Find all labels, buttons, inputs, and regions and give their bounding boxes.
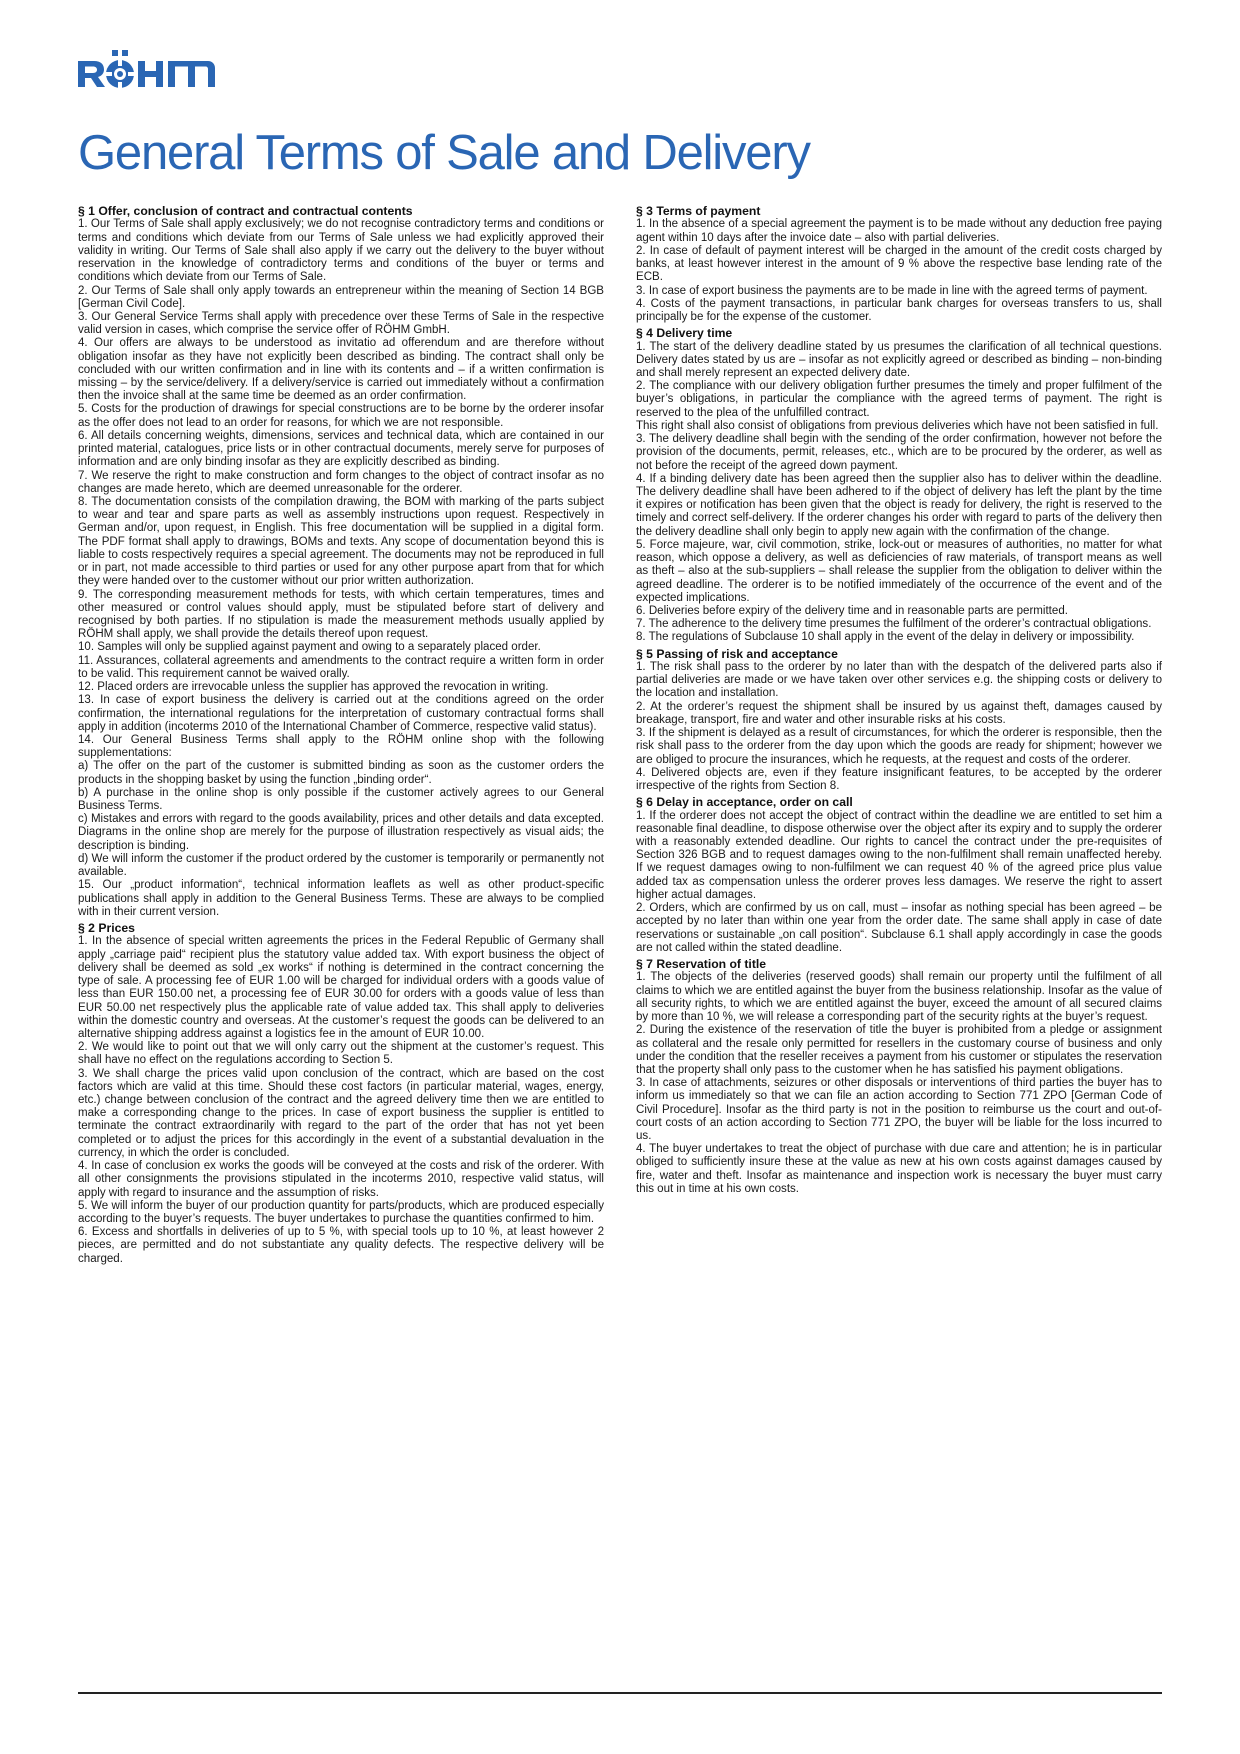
clause-paragraph: 9. The corresponding measurement methods for tests, with which certain temperatures, times and other measured or control values should apply, must be stipulated before start of delivery and recognised by both parties. If no stipulation is made the measurement methods usually applied by RÖHM shall apply, we shall provide the details thereof upon request. bbox=[78, 588, 604, 641]
section-heading: § 7 Reservation of title bbox=[636, 957, 767, 971]
section bbox=[636, 648, 1162, 794]
section bbox=[636, 958, 1162, 1196]
section bbox=[78, 922, 604, 1266]
document-title: General Terms of Sale and Delivery bbox=[78, 126, 810, 180]
roehm-logo-mark bbox=[78, 50, 218, 90]
clause-paragraph: 1. The start of the delivery deadline stated by us presumes the clarification of all technical questions. Delivery dates stated by us are – insofar as not explicitly agreed or described as binding – non-binding and shall merely represent an expected delivery date. bbox=[636, 340, 1162, 379]
clause-paragraph: 5. We will inform the buyer of our production quantity for parts/products, which are produced especially according to the buyer’s requests. The buyer undertakes to purchase the quantities confirmed to him. bbox=[78, 1199, 604, 1225]
clause-paragraph: 2. The compliance with our delivery obligation further presumes the timely and proper fulfilment of the buyer’s obligations, in particular the compliance with the agreed terms of payment. The right is reserved to the plea of the unfulfilled contract. bbox=[636, 380, 1162, 419]
clause-paragraph: 11. Assurances, collateral agreements and amendments to the contract require a written form in order to be valid. This requirement cannot be waived orally. bbox=[78, 654, 604, 680]
clause-paragraph: 8. The documentation consists of the compilation drawing, the BOM with marking of the parts subject to wear and tear and spare parts as well as assembly instructions upon request. Respectively in German and/or, upon request, in English. This free documentation will be supplied in a digital form. The PDF format shall apply to drawings, BOMs and texts. Any scope of documentation beyond this is liable to costs respectively requires a special agreement. The documents may not be reproduced in full or in part, not made accessible to third parties or used for any other purpose apart from that for which they were handed over to the customer without our prior written authorization. bbox=[78, 496, 604, 588]
section-heading: § 5 Passing of risk and acceptance bbox=[636, 646, 838, 661]
clause-paragraph: 1. If the orderer does not accept the object of contract within the deadline we are entitled to set him a reasonable final deadline, to dispose otherwise over the object after its expiry and to supply the orderer with a reasonably extended deadline. Our rights to cancel the contract under the pre-requisites of Section 326 BGB and to request damages owing to the non-fulfilment shall remain unaffected hereby. If we request damages owing to non-fulfilment we can request 40 % of the agreed price plus value added tax as compensation unless the orderer proves less damages. We reserve the right to assert higher actual damages. bbox=[636, 809, 1162, 901]
clause-paragraph: This right shall also consist of obligations from previous deliveries which have not been satisfied in full. bbox=[636, 419, 1159, 432]
clause-paragraph: 4. Our offers are always to be understood as invitatio ad offerendum and are therefore without obligation insofar as they have not explicitly been described as binding. The contract shall only be concluded with our written confirmation and in line with its contents and – if a written confirmation is missing – by the service/delivery. If a delivery/service is carried out immediately without a confirmation then the invoice shall at the same time be deemed as an order confirmation. bbox=[78, 337, 604, 403]
clause-paragraph: 8. The regulations of Subclause 10 shall apply in the event of the delay in delivery or impossibility. bbox=[636, 631, 1135, 644]
clause-paragraph: 2. Our Terms of Sale shall only apply towards an entrepreneur within the meaning of Section 14 BGB [German Civil Code]. bbox=[78, 284, 604, 310]
clause-paragraph: 5. Costs for the production of drawings for special constructions are to be borne by the orderer insofar as the offer does not lead to an order for reasons, for which we are not responsible. bbox=[78, 403, 604, 429]
clause-paragraph: 2. Orders, which are confirmed by us on call, must – insofar as nothing special has been agreed – be accepted by no later than within one year from the order date. The same shall apply in case of date reservations or sustainable „on call position“. Subclause 6.1 shall apply accordingly in case the goods are not called within the stated deadline. bbox=[636, 902, 1162, 954]
clause-paragraph: 14. Our General Business Terms shall apply to the RÖHM online shop with the following supplementations: bbox=[78, 733, 604, 760]
clause-paragraph: 6. Deliveries before expiry of the delivery time and in reasonable parts are permitted. bbox=[636, 604, 1068, 617]
clause-paragraph: 3. If the shipment is delayed as a result of circumstances, for which the orderer is responsible, then the risk shall pass to the orderer from the day upon which the goods are ready for shipment; however we are obliged to procure the insurances, which he requests, at the request and costs of the orderer. bbox=[636, 727, 1162, 766]
roehm-logo bbox=[78, 50, 218, 95]
section bbox=[636, 205, 1162, 324]
left-column bbox=[78, 205, 604, 1269]
clause-paragraph: 4. If a binding delivery date has been agreed then the supplier also has to deliver within the deadline. The delivery deadline shall have been adhered to if the object of delivery has left the plant by the time it expires or notification has been given that the object is ready for delivery, the right is reserved to the timely and correct self-delivery. If the orderer changes his order with regard to parts of the delivery then the delivery deadline shall only begin to apply new again with the confirmation of the change. bbox=[636, 472, 1162, 538]
section-heading: § 6 Delay in acceptance, order on call bbox=[636, 795, 853, 810]
clause-paragraph: 1. The risk shall pass to the orderer by no later than with the despatch of the delivered parts also if partial deliveries are made or we have taken over other services e.g. the shipping costs or delivery to the location and installation. bbox=[636, 661, 1162, 700]
clause-paragraph: 2. During the existence of the reservation of title the buyer is prohibited from a pledge or assignment as collateral and the resale only permitted for resellers in the customary course of business and only under the condition that the reseller receives a payment from his customer or stipulates the reservation that the property shall only pass to the customer when he has satisfied his payment obligations. bbox=[636, 1024, 1162, 1076]
clause-paragraph: 10. Samples will only be supplied against payment and owing to a separately placed order. bbox=[78, 641, 541, 654]
clause-paragraph: 4. Delivered objects are, even if they feature insignificant features, to be accepted by the orderer irrespective of the rights from Section 8. bbox=[636, 766, 1162, 792]
clause-paragraph: c) Mistakes and errors with regard to the goods availability, prices and other details and data excepted. Diagrams in the online shop are merely for the purpose of illustration respectively as visual aids; the description is binding. bbox=[78, 813, 604, 852]
section-heading: § 2 Prices bbox=[78, 921, 135, 935]
section-heading: § 4 Delivery time bbox=[636, 326, 733, 341]
clause-paragraph: b) A purchase in the online shop is only possible if the customer actively agrees to our General Business Terms. bbox=[78, 786, 604, 813]
clause-paragraph: 7. The adherence to the delivery time presumes the fulfilment of the orderer’s contractual obligations. bbox=[636, 618, 1152, 631]
clause-paragraph: 2. At the orderer’s request the shipment shall be insured by us against theft, damages caused by breakage, transport, fire and water and other insurable risks at his costs. bbox=[636, 700, 1162, 726]
footer-rule bbox=[78, 1692, 1162, 1694]
clause-paragraph: 2. We would like to point out that we will only carry out the shipment at the customer’s request. This shall have no effect on the regulations according to Section 5. bbox=[78, 1041, 604, 1067]
clause-paragraph: a) The offer on the part of the customer is submitted binding as soon as the customer orders the products in the shopping basket by using the function „binding order“. bbox=[78, 760, 604, 786]
clause-paragraph: 6. All details concerning weights, dimensions, services and technical data, which are contained in our printed material, catalogues, price lists or in other contractual documents, merely serve for purposes of information and are only binding insofar as they are explicitly described as binding. bbox=[78, 429, 604, 469]
section bbox=[78, 205, 604, 919]
clause-paragraph: 2. In case of default of payment interest will be charged in the amount of the credit costs charged by banks, at least however interest in the amount of 9 % above the respective base lending rate of the ECB. bbox=[636, 244, 1162, 284]
clause-paragraph: 3. In case of attachments, seizures or other disposals or interventions of third parties the buyer has to inform us immediately so that we can file an action according to Section 771 ZPO [German Code of Civil Procedure]. Insofar as the third party is not in the position to reimburse us the court and out-of-court costs of an action according to Section 771 ZPO, the buyer will be liable for the loss incurred to us. bbox=[636, 1077, 1162, 1143]
clause-paragraph: 13. In case of export business the delivery is carried out at the conditions agreed on the order confirmation, the international regulations for the interpretation of customary contractual forms shall apply in addition (incoterms 2010 of the International Chamber of Commerce, respective valid status). bbox=[78, 694, 604, 733]
clause-paragraph: 12. Placed orders are irrevocable unless the supplier has approved the revocation in writing. bbox=[78, 681, 549, 694]
clause-paragraph: 6. Excess and shortfalls in deliveries of up to 5 %, with special tools up to 10 %, at least however 2 pieces, are permitted and do not substantiate any quality defects. The respective delivery will be charged. bbox=[78, 1226, 604, 1265]
clause-paragraph: 5. Force majeure, war, civil commotion, strike, lock-out or measures of authorities, no matter for what reason, which oppose a delivery, as well as deficiencies of raw materials, of transport means as well as theft – also at the sub-suppliers – shall release the supplier from the obligation to deliver within the agreed deadline. The orderer is to be notified immediately of the occurrence of the event and of the expected implications. bbox=[636, 538, 1162, 604]
clause-paragraph: 4. In case of conclusion ex works the goods will be conveyed at the costs and risk of the orderer. With all other consignments the provisions stipulated in the incoterms 2010, respective valid status, will apply with regard to insurance and the assumption of risks. bbox=[78, 1160, 604, 1199]
right-column bbox=[636, 205, 1162, 1199]
section-heading: § 1 Offer, conclusion of contract and contractual contents bbox=[78, 204, 413, 218]
clause-paragraph: 1. Our Terms of Sale shall apply exclusively; we do not recognise contradictory terms and conditions or terms and conditions which deviate from our Terms of Sale unless we had explicitly approved their validity in writing. Our Terms of Sale shall also apply if we carry out the delivery to the buyer without reservation in the knowledge of contradictory terms and conditions of the buyer or terms and conditions which deviate from our Terms of Sale. bbox=[78, 218, 604, 284]
clause-paragraph: 3. We shall charge the prices valid upon conclusion of the contract, which are based on the cost factors which are valid at this time. Should these cost factors (in particular material, wages, energy, etc.) change between conclusion of the contract and the agreed delivery time then we are entitled to make a corresponding change to the prices. In case of export business the supplier is entitled to terminate the contract extraordinarily with regard to the part of the order that has not yet been completed or to adjust the prices for this accordingly in the event of a substantial devaluation in the currency, in which the order is concluded. bbox=[78, 1067, 604, 1159]
clause-paragraph: 3. Our General Service Terms shall apply with precedence over these Terms of Sale in the respective valid version in cases, which comprise the service offer of RÖHM GmbH. bbox=[78, 310, 604, 337]
clause-paragraph: 3. In case of export business the payments are to be made in line with the agreed terms of payment. bbox=[636, 284, 1148, 297]
clause-paragraph: 3. The delivery deadline shall begin with the sending of the order confirmation, however not before the provision of the documents, permit, releases, etc., which are to be procured by the orderer, as well as not before the receipt of the agreed down payment. bbox=[636, 433, 1162, 472]
clause-paragraph: 4. The buyer undertakes to treat the object of purchase with due care and attention; he is in particular obliged to sufficiently insure these at the value as new at his own costs against damages caused by fire, water and theft. Insofar as maintenance and inspection work is necessary the buyer must carry this out in time at his own costs. bbox=[636, 1143, 1162, 1195]
clause-paragraph: 15. Our „product information“, technical information leaflets as well as other product-specific publications shall apply in addition to the General Business Terms. These are always to be complied with in their current version. bbox=[78, 879, 604, 918]
clause-paragraph: 7. We reserve the right to make construction and form changes to the object of contract insofar as no changes are made hereto, which are deemed unreasonable for the orderer. bbox=[78, 469, 604, 495]
clause-paragraph: 4. Costs of the payment transactions, in particular bank charges for overseas transfers to us, shall principally be for the expense of the customer. bbox=[636, 297, 1162, 323]
clause-paragraph: d) We will inform the customer if the product ordered by the customer is temporarily or permanently not available. bbox=[78, 852, 604, 879]
clause-paragraph: 1. The objects of the deliveries (reserved goods) shall remain our property until the fulfilment of all claims to which we are entitled against the buyer from the business relationship. Insofar as the value of all security rights, to which we are entitled against the buyer, exceed the amount of all secured claims by more than 10 %, we will release a corresponding part of the security rights at the buyer’s request. bbox=[636, 971, 1162, 1024]
section bbox=[636, 327, 1162, 644]
clause-paragraph: 1. In the absence of a special agreement the payment is to be made without any deduction free paying agent within 10 days after the invoice date – also with partial deliveries. bbox=[636, 218, 1162, 244]
section bbox=[636, 796, 1162, 955]
section-heading: § 3 Terms of payment bbox=[636, 204, 761, 218]
clause-paragraph: 1. In the absence of special written agreements the prices in the Federal Republic of Germany shall apply „carriage paid“ recipient plus the statutory value added tax. With export business the object of delivery shall be deemed as sold „ex works“ if nothing is determined in the contract concerning the type of sale. A processing fee of EUR 1.00 will be charged for individual orders with a goods value of less than EUR 150.00 net, a processing fee of EUR 30.00 for orders with a goods value of less than EUR 50.00 net respectively plus the applicable rate of value added tax. This shall apply to deliveries within the domestic country and overseas. At the customer’s request the goods can be delivered to an alternative shipping address against a logistics fee in the amount of EUR 10.00. bbox=[78, 935, 604, 1040]
